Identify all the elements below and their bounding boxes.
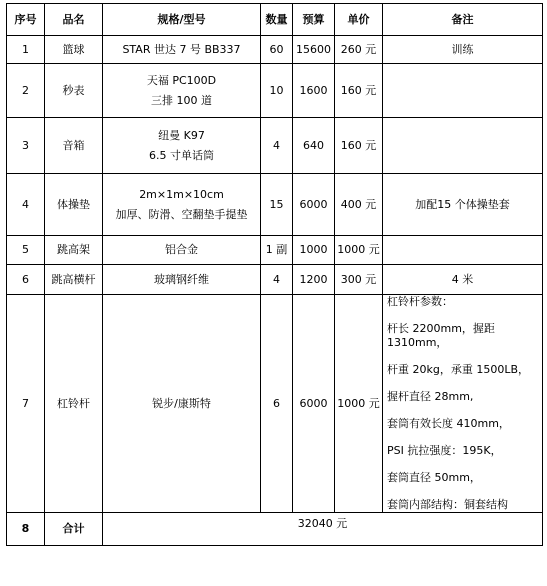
cell-note: 加配15 个体操垫套 xyxy=(383,174,543,236)
cell-qty: 10 xyxy=(261,64,293,118)
cell-budget: 640 xyxy=(293,118,335,174)
cell-note xyxy=(383,295,543,513)
spec-line: 纽曼 K97 xyxy=(158,128,205,142)
cell-budget: 6000 xyxy=(293,295,335,513)
cell-note xyxy=(383,36,543,64)
spec-line: 三排 100 道 xyxy=(151,93,212,107)
header-price: 单价 xyxy=(335,4,383,36)
cell-name: 篮球 xyxy=(45,36,103,64)
cell-qty: 6 xyxy=(261,295,293,513)
cell-spec xyxy=(103,295,261,513)
spec-line: 玻璃钢纤维 xyxy=(154,272,209,286)
cell-name: 跳高架 xyxy=(45,236,103,265)
cell-budget: 1200 xyxy=(293,265,335,295)
cell-spec xyxy=(103,265,261,295)
cell-qty: 15 xyxy=(261,174,293,236)
cell-name: 杠铃杆 xyxy=(45,295,103,513)
cell-price: 160 元 xyxy=(335,118,383,174)
table-row xyxy=(7,36,543,64)
cell-qty: 4 xyxy=(261,118,293,174)
cell-name: 跳高横杆 xyxy=(45,265,103,295)
cell-name: 秒表 xyxy=(45,64,103,118)
cell-spec xyxy=(103,174,261,236)
cell-no: 1 xyxy=(7,36,45,64)
total-value: 32040 元 xyxy=(103,513,543,546)
cell-note xyxy=(383,64,543,118)
cell-note: 4 米 xyxy=(383,265,543,295)
note-line: 训练 xyxy=(451,42,474,56)
cell-budget: 1600 xyxy=(293,64,335,118)
table-row xyxy=(7,174,543,236)
cell-spec xyxy=(103,36,261,64)
equipment-table xyxy=(6,3,543,546)
cell-no: 2 xyxy=(7,64,45,118)
spec-line: 铝合金 xyxy=(165,243,198,256)
total-label: 合计 xyxy=(45,513,103,546)
header-budget: 预算 xyxy=(293,4,335,36)
spec-line: STAR 世达 7 号 BB337 xyxy=(122,42,241,56)
cell-name: 音箱 xyxy=(45,118,103,174)
note-line: 杆长 2200mm，握距 1310mm， xyxy=(387,322,495,349)
table-row xyxy=(7,265,543,295)
cell-note xyxy=(383,236,543,265)
cell-price: 400 元 xyxy=(335,174,383,236)
cell-spec xyxy=(103,236,261,265)
table-row xyxy=(7,64,543,118)
cell-no: 7 xyxy=(7,295,45,513)
table-row xyxy=(7,295,543,513)
note-line: PSI 抗拉强度：195K， xyxy=(387,444,502,457)
cell-qty: 4 xyxy=(261,265,293,295)
note-line: 杠铃杆参数： xyxy=(387,295,453,308)
cell-budget: 15600 xyxy=(293,36,335,64)
cell-spec xyxy=(103,64,261,118)
spec-line: 6.5 寸单话筒 xyxy=(149,148,214,162)
cell-price: 300 元 xyxy=(335,265,383,295)
cell-budget: 1000 xyxy=(293,236,335,265)
spec-line: 2m×1m×10cm xyxy=(139,187,224,201)
cell-price: 1000 元 xyxy=(335,295,383,513)
spec-line: 锐步/康斯特 xyxy=(152,396,211,410)
cell-qty: 1 副 xyxy=(261,236,293,265)
cell-price: 160 元 xyxy=(335,64,383,118)
cell-price: 1000 元 xyxy=(335,236,383,265)
spec-line: 天福 PC100D xyxy=(146,73,217,87)
cell-qty: 60 xyxy=(261,36,293,64)
total-no: 8 xyxy=(7,513,45,546)
cell-name: 体操垫 xyxy=(45,174,103,236)
table-row xyxy=(7,118,543,174)
note-line: 套筒有效长度 410mm， xyxy=(387,417,510,430)
cell-spec xyxy=(103,118,261,174)
note-line: 套筒内部结构：铜套结构 xyxy=(387,498,508,511)
total-row xyxy=(7,513,543,546)
header-spec: 规格/型号 xyxy=(103,4,261,36)
cell-budget: 6000 xyxy=(293,174,335,236)
cell-no: 5 xyxy=(7,236,45,265)
note-line: 握杆直径 28mm, xyxy=(387,390,474,403)
spec-line: 加厚、防滑、空翻垫手提垫 xyxy=(115,207,248,221)
header-row xyxy=(7,4,543,36)
cell-no: 3 xyxy=(7,118,45,174)
header-note: 备注 xyxy=(383,4,543,36)
header-no: 序号 xyxy=(7,4,45,36)
cell-price: 260 元 xyxy=(335,36,383,64)
header-qty: 数量 xyxy=(261,4,293,36)
note-line: 套筒直径 50mm， xyxy=(387,471,481,484)
cell-no: 6 xyxy=(7,265,45,295)
header-name: 品名 xyxy=(45,4,103,36)
note-line: 杆重 20kg，承重 1500LB， xyxy=(387,363,530,376)
cell-note xyxy=(383,118,543,174)
table-row xyxy=(7,236,543,265)
cell-no: 4 xyxy=(7,174,45,236)
